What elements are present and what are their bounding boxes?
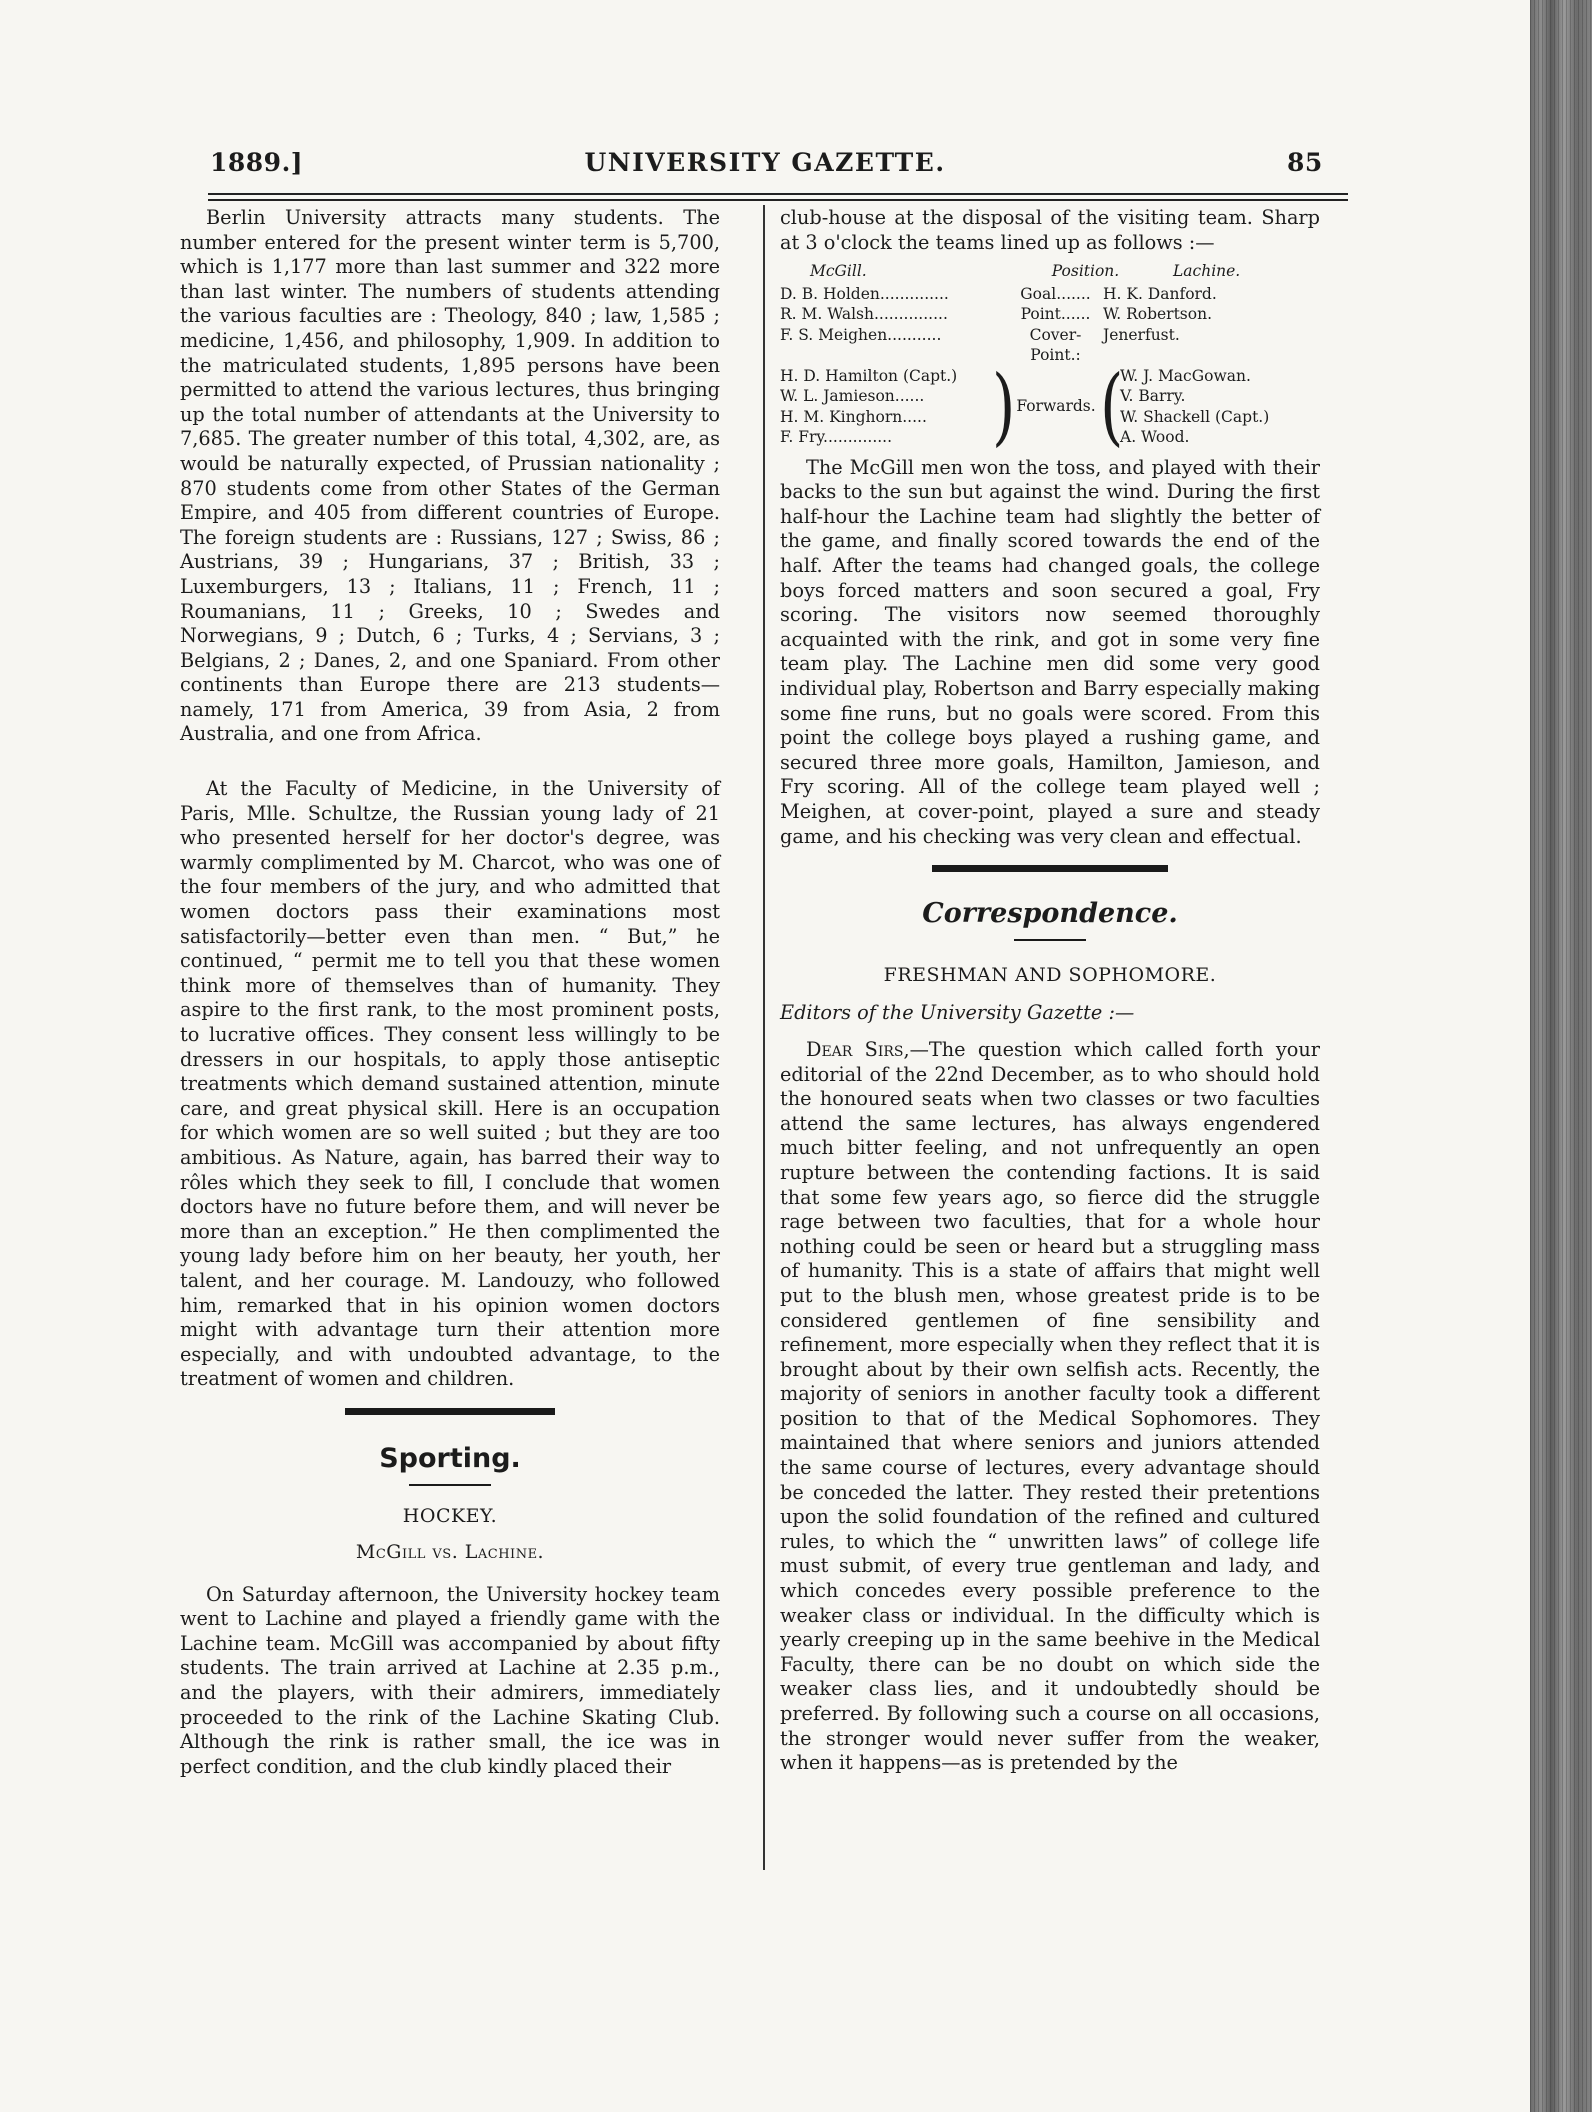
lineup-mcgill-player: D. B. Holden.............. xyxy=(780,284,949,303)
page-number: 85 xyxy=(1287,148,1323,177)
header-year: 1889.] xyxy=(210,148,304,177)
lineup-intro: club-house at the disposal of the visiting team. Sharp at 3 o'clock the teams lined up as follows :— xyxy=(780,206,1320,254)
forward-lachine-player: V. Barry. xyxy=(1120,387,1186,406)
forward-lachine-player: W. Shackell (Capt.) xyxy=(1120,407,1270,426)
lineup-position: Point...... xyxy=(1020,305,1091,324)
section-rule xyxy=(932,865,1168,872)
forward-mcgill-player: H. D. Hamilton (Capt.) xyxy=(780,366,958,385)
match-heading: McGill vs. Lachine. xyxy=(355,1541,545,1564)
lineup-mcgill-player: F. S. Meighen........... xyxy=(780,325,942,344)
match-report-paragraph: The McGill men won the toss, and played with their backs to the sun but against the wind. During the first half-hour the Lachine team had slightly the better of the game, and finally scored towards the end of the half. After the teams had changed goals, the college boys forced matters and soon secured a goal, Fry scoring. The visitors now seemed thoroughly acquainted with the rink, and got in some very fine team play. The Lachine men did some very good individual play, Robertson and Barry especially making some fine runs, but no goals were scored. From this point the college boys played a rushing game, and secured three more goals, Hamilton, Jamieson, and Fry scoring. All of the college team played well ; Meighen, at cover-point, played a sure and steady game, and his checking was very clean and effectual. xyxy=(780,455,1320,848)
lineup-lachine-player: W. Robertson. xyxy=(1103,305,1213,324)
letter-body: —The question which called forth your editorial of the 22nd December, as to who should hold the honoured seats when two classes or two faculties attend the same lectures, has always engendered much bitter feeling, and not unfrequently an open rupture between the contending factions. It is said that some few years ago, so fierce did the struggle rage between two faculties, that for a whole hour nothing could be seen or heard but a struggling mass of humanity. This is a state of affairs that might well put to the blush men, whose greatest pride is to be considered gentlemen of fine sensibility and refinement, more especially when they reflect that it is brought about by their own selfish acts. Recently, the majority of seniors in another faculty took a different position to that of the Medical Sophomores. They maintained that where seniors and juniors attended the same course of lectures, every advantage should be conceded the latter. They rested their pretentions upon the solid foundation of the refined and cultured rules, to which the “ unwritten laws” of college life must submit, of every true gentleman and lady, and which concedes every possible preference to the weaker class or individual. In the difficulty which is yearly creeping up in the same beehive in the Medical Faculty, there can be no doubt on which side the weaker class lies, and it undoubtedly should be preferred. By following such a course on all occasions, the stronger would never suffer from the weaker, when it happens—as is pretended by the xyxy=(780,1037,1320,1775)
forwards-lachine xyxy=(1120,366,1320,448)
letter-heading: FRESHMAN AND SOPHOMORE. xyxy=(883,963,1217,986)
spacer xyxy=(180,747,720,777)
column-separator xyxy=(763,205,765,1870)
forwards-mcgill xyxy=(780,366,992,448)
right-column xyxy=(780,206,1320,1776)
paris-paragraph: At the Faculty of Medicine, in the University of Paris, Mlle. Schultze, the Russian young lady of 21 who presented herself for her doctor's degree, was warmly complimented by M. Charcot, who was one of the four members of the jury, and who admitted that women doctors pass their examinations most satisfactorily—better even than men. “ But,” he continued, “ permit me to tell you that these women think more of themselves than of humanity. They aspire to the first rank, to the most prominent posts, to lucrative offices. They consent less willingly to be dressers in our hospitals, to apply those antiseptic treatments which demand sustained attention, minute care, and great physical skill. Here is an occupation for which women are so well suited ; but they are too ambitious. As Nature, again, has barred their way to rôles which they seek to fill, I conclude that women doctors have no future before them, and will never be more than an exception.” He then complimented the young lady before him on her beauty, her youth, her talent, and her courage. M. Landouzy, who followed him, remarked that in his opinion women doctors might with advantage turn their attention more especially, and with undoubted advantage, to the treatment of women and children. xyxy=(180,777,720,1391)
berlin-paragraph: Berlin University attracts many students. The number entered for the present winter term is 5,700, which is 1,177 more than last summer and 322 more than last winter. The numbers of students attending the various faculties are : Theology, 840 ; law, 1,585 ; medicine, 1,456, and philosophy, 1,909. In addition to the matriculated students, 1,895 persons have been permitted to attend the various lectures, thus bringing up the total number of attendants at the University to 7,685. The greater number of this total, 4,302, are, as would be naturally expected, of Prussian nationality ; 870 students come from other States of the German Empire, and 405 from different countries of Europe. The foreign students are : Russians, 127 ; Swiss, 86 ; Austrians, 39 ; Hungarians, 37 ; British, 33 ; Luxemburgers, 13 ; Italians, 11 ; French, 11 ; Roumanians, 11 ; Greeks, 10 ; Swedes and Norwegians, 9 ; Dutch, 6 ; Turks, 4 ; Servians, 3 ; Belgians, 2 ; Danes, 2, and one Spaniard. From other continents than Europe there are 213 students—namely, 171 from America, 39 from Asia, 2 from Australia, and one from Africa. xyxy=(180,206,720,746)
forward-mcgill-player: W. L. Jamieson...... xyxy=(780,387,925,406)
forward-mcgill-player: H. M. Kinghorn..... xyxy=(780,407,927,426)
book-binding-edge xyxy=(1530,0,1592,2112)
lineup-row xyxy=(780,325,1320,366)
lineup-lachine-player: H. K. Danford. xyxy=(1103,284,1217,303)
lineup-lachine-player: Jenerfust. xyxy=(1103,325,1180,344)
forward-lachine-player: A. Wood. xyxy=(1120,428,1190,447)
header-rule-top xyxy=(208,193,1348,195)
lineup-position: Goal....... xyxy=(1020,284,1091,303)
lineup-position: Cover-Point.: xyxy=(1029,325,1082,365)
lineup-table xyxy=(780,261,1320,456)
lineup-header-position: Position. xyxy=(1051,262,1120,281)
sporting-heading: Sporting. xyxy=(379,1442,521,1474)
correspondence-heading: Correspondence. xyxy=(922,898,1178,930)
letter-paragraph xyxy=(780,1038,1320,1776)
lineup-header-mcgill: McGill. xyxy=(810,262,867,281)
left-brace: ( xyxy=(1100,357,1124,456)
hockey-heading: HOCKEY. xyxy=(402,1504,498,1527)
lineup-row xyxy=(780,304,1320,325)
header-title: UNIVERSITY GAZETTE. xyxy=(584,148,946,177)
lineup-row xyxy=(780,284,1320,305)
forwards-label: Forwards. xyxy=(1016,397,1096,416)
salutation: Editors of the University Gazette :— xyxy=(780,1001,1135,1025)
header-rule-bottom xyxy=(208,199,1348,201)
right-brace: ) xyxy=(992,357,1016,456)
forwards-group xyxy=(780,357,1320,456)
section-rule xyxy=(345,1408,555,1415)
lineup-header-row xyxy=(780,261,1320,282)
lineup-header-lachine: Lachine. xyxy=(1173,262,1241,281)
left-column xyxy=(180,206,720,1779)
dear-sirs: Dear Sirs, xyxy=(806,1037,910,1061)
forward-mcgill-player: F. Fry.............. xyxy=(780,428,893,447)
hockey-paragraph: On Saturday afternoon, the University hockey team went to Lachine and played a friendly game with the Lachine team. McGill was accompanied by about fifty students. The train arrived at Lachine at 2.35 p.m., and the players, with their admirers, immediately proceeded to the rink of the Lachine Skating Club. Although the rink is rather small, the ice was in perfect condition, and the club kindly placed their xyxy=(180,1582,720,1778)
forward-lachine-player: W. J. MacGowan. xyxy=(1120,366,1251,385)
lineup-mcgill-player: R. M. Walsh............... xyxy=(780,305,948,324)
